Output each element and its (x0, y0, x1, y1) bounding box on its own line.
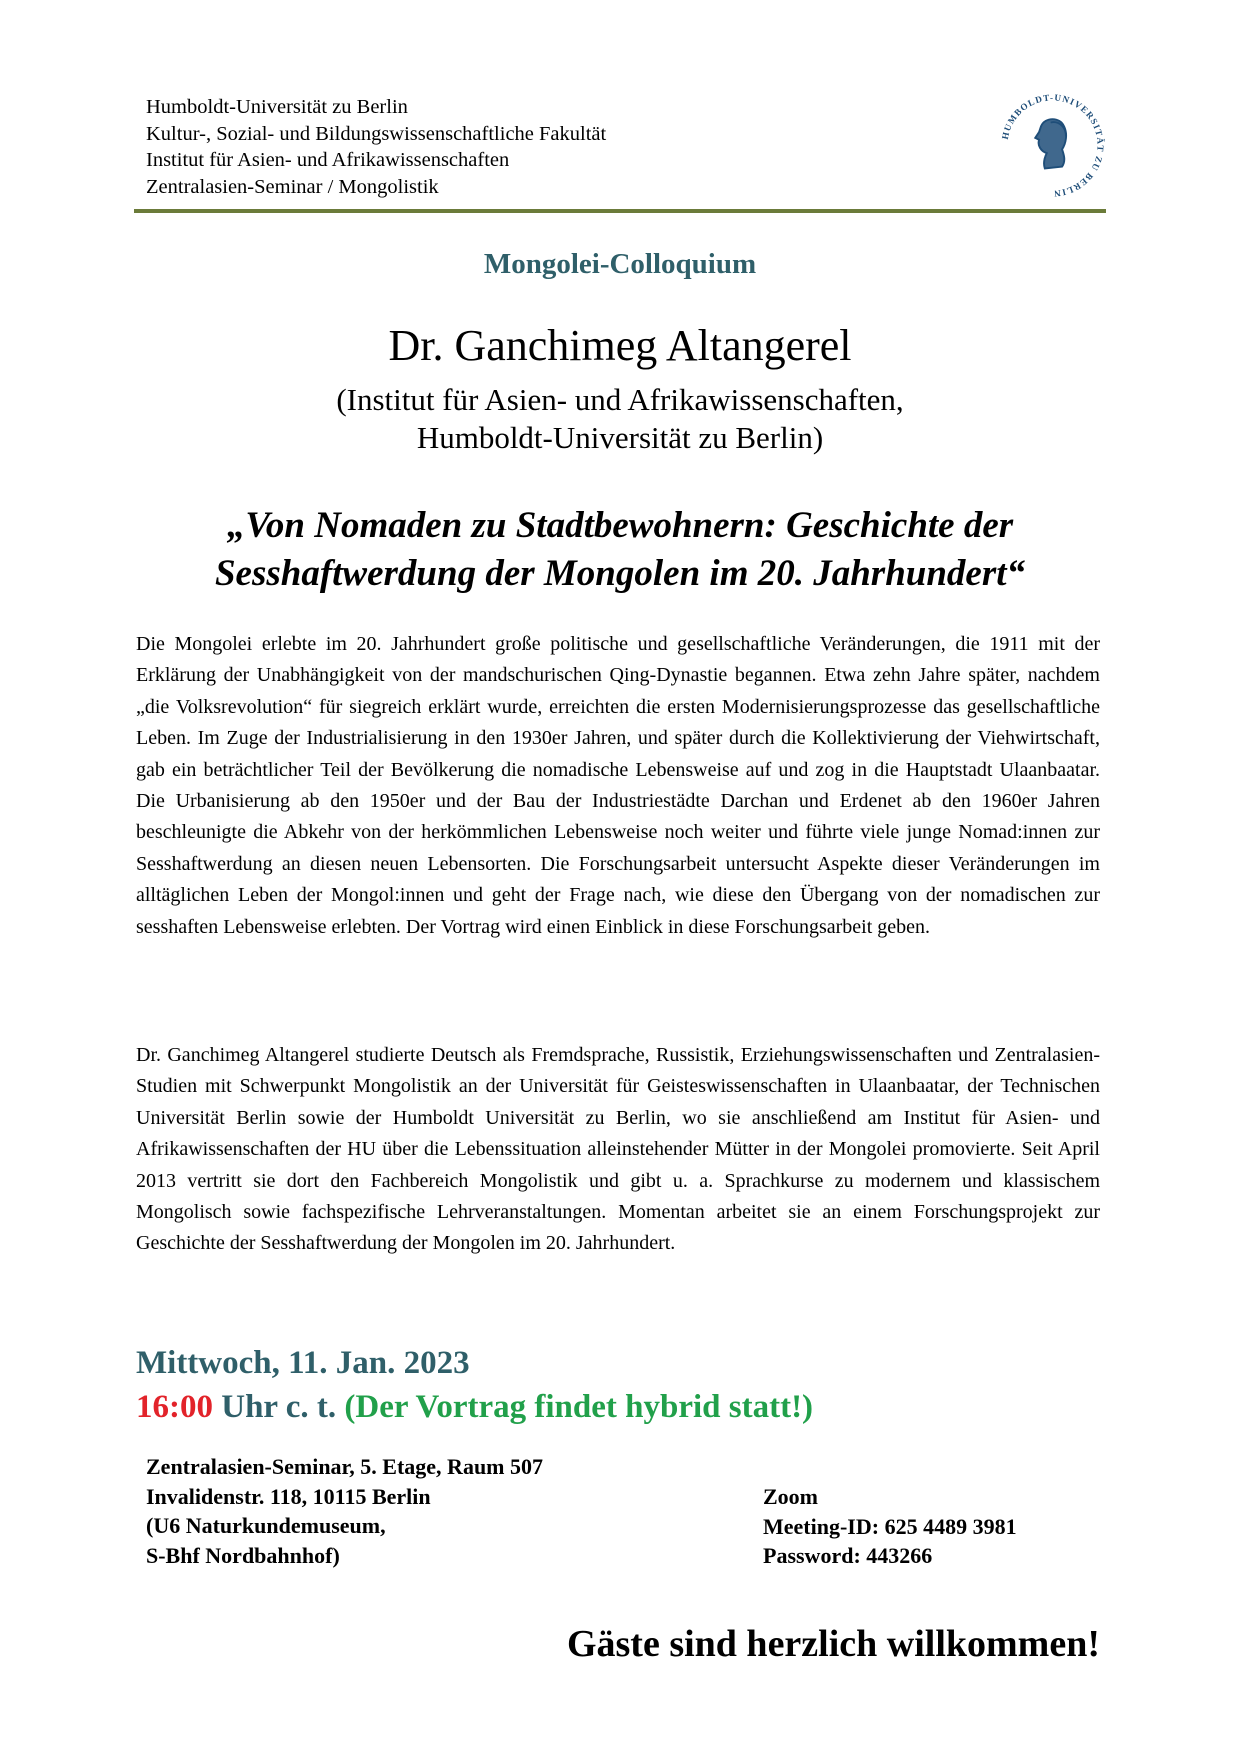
talk-title-line-1: „Von Nomaden zu Stadtbewohnern: Geschichte der (226, 505, 1014, 546)
portrait-icon (1035, 119, 1066, 168)
humboldt-university-seal-logo (995, 88, 1110, 203)
venue-line-transit-sbahn: S-Bhf Nordbahnhof) (146, 1542, 340, 1568)
venue-address (146, 1452, 543, 1570)
event-date: Mittwoch, 11. Jan. 2023 (136, 1345, 470, 1381)
talk-title (120, 502, 1120, 598)
institution-header (146, 94, 606, 200)
event-series: Mongolei-Colloquium (483, 248, 757, 280)
header-line-university: Humboldt-Universität zu Berlin (146, 96, 408, 118)
zoom-label: Zoom (763, 1484, 818, 1509)
venue-line-transit-u6: (U6 Naturkundemuseum, (146, 1513, 386, 1538)
zoom-password: Password: 443266 (763, 1543, 933, 1568)
header-line-seminar: Zentralasien-Seminar / Mongolistik (146, 175, 439, 198)
event-time: 16:00 (136, 1389, 213, 1425)
abstract-paragraph: Die Mongolei erlebte im 20. Jahrhundert große politische und gesellschaftliche Veränderungen, die 1911 mit der Erklärung der Unabhängigkeit von der mandschurischen Qing-Dynastie begannen. Etwa zehn Jahre später, nachdem „die Volksrevolution“ für siegreich erklärt wurde, erreichten die ersten Modernisierungsprozesse das gesellschaftliche Leben. Im Zuge der Industrialisierung in den 1930er Jahren, und später durch die Kollektivierung der Viehwirtschaft, gab ein beträchtlicher Teil der Bevölkerung die nomadische Lebensweise auf und zog in die Hauptstadt Ulaanbaatar. Die Urbanisierung ab den 1950er und der Bau der Industriestädte Darchan und Erdenet ab den 1960er Jahren beschleunigte die Abkehr von der herkömmlichen Lebensweise noch weiter und führte viele junge Nomad:innen zur Sesshaftwerdung an diesen neuen Lebensorten. Die Forschungsarbeit untersucht Aspekte dieser Veränderungen im alltäglichen Leben der Mongol:innen und geht der Frage nach, wie diese den Übergang von der nomadischen zur sesshaften Lebensweise erlebten. Der Vortrag wird einen Einblick in diese Forschungsarbeit geben. (136, 633, 1100, 938)
bio-paragraph: Dr. Ganchimeg Altangerel studierte Deutsch als Fremdsprache, Russistik, Erziehungswissenschaften und Zentralasien-Studien mit Schwerpunkt Mongolistik an der Universität für Geisteswissenschaften in Ulaanbaatar, der Technischen Universität Berlin sowie der Humboldt Universität zu Berlin, wo sie anschließend am Institut für Asien- und Afrikawissenschaften der HU über die Lebenssituation alleinstehender Mütter in der Mongolei promovierte. Seit April 2013 vertritt sie dort den Fachbereich Mongolistik und gibt u. a. Sprachkurse zu modernem und klassischem Mongolisch sowie fachspezifische Lehrveranstaltungen. Momentan arbeitet sie an einem Forschungsprojekt zur Geschichte der Sesshaftwerdung der Mongolen im 20. Jahrhundert. (136, 1044, 1100, 1255)
hybrid-note: (Der Vortrag findet hybrid statt!) (344, 1389, 814, 1425)
welcome-message: Gäste sind herzlich willkommen! (566, 1623, 1100, 1665)
header-line-institute: Institut für Asien- und Afrikawissenschaften (146, 149, 510, 171)
event-time-suffix: Uhr c. t. (221, 1389, 337, 1425)
venue-line-street: Invalidenstr. 118, 10115 Berlin (146, 1483, 431, 1509)
talk-title-line-2: Sesshaftwerdung der Mongolen im 20. Jahrhundert“ (214, 553, 1026, 594)
venue-line-room: Zentralasien-Seminar, 5. Etage, Raum 507 (146, 1454, 544, 1479)
speaker-name: Dr. Ganchimeg Altangerel (388, 321, 852, 370)
header-line-faculty: Kultur-, Sozial- und Bildungswissenschaftliche Fakultät (146, 122, 607, 145)
affiliation-line-1: (Institut für Asien- und Afrikawissenschaften, (336, 382, 904, 417)
logo-text: HUMBOLDT-UNIVERSITÄT ZU BERLIN (999, 92, 1106, 199)
event-time-line (136, 1389, 813, 1426)
speaker-affiliation (0, 381, 1240, 457)
zoom-details (763, 1482, 1017, 1571)
zoom-meeting-id: Meeting-ID: 625 4489 3981 (763, 1513, 1017, 1539)
header-divider (134, 209, 1106, 213)
affiliation-line-2: Humboldt-Universität zu Berlin) (416, 420, 824, 455)
